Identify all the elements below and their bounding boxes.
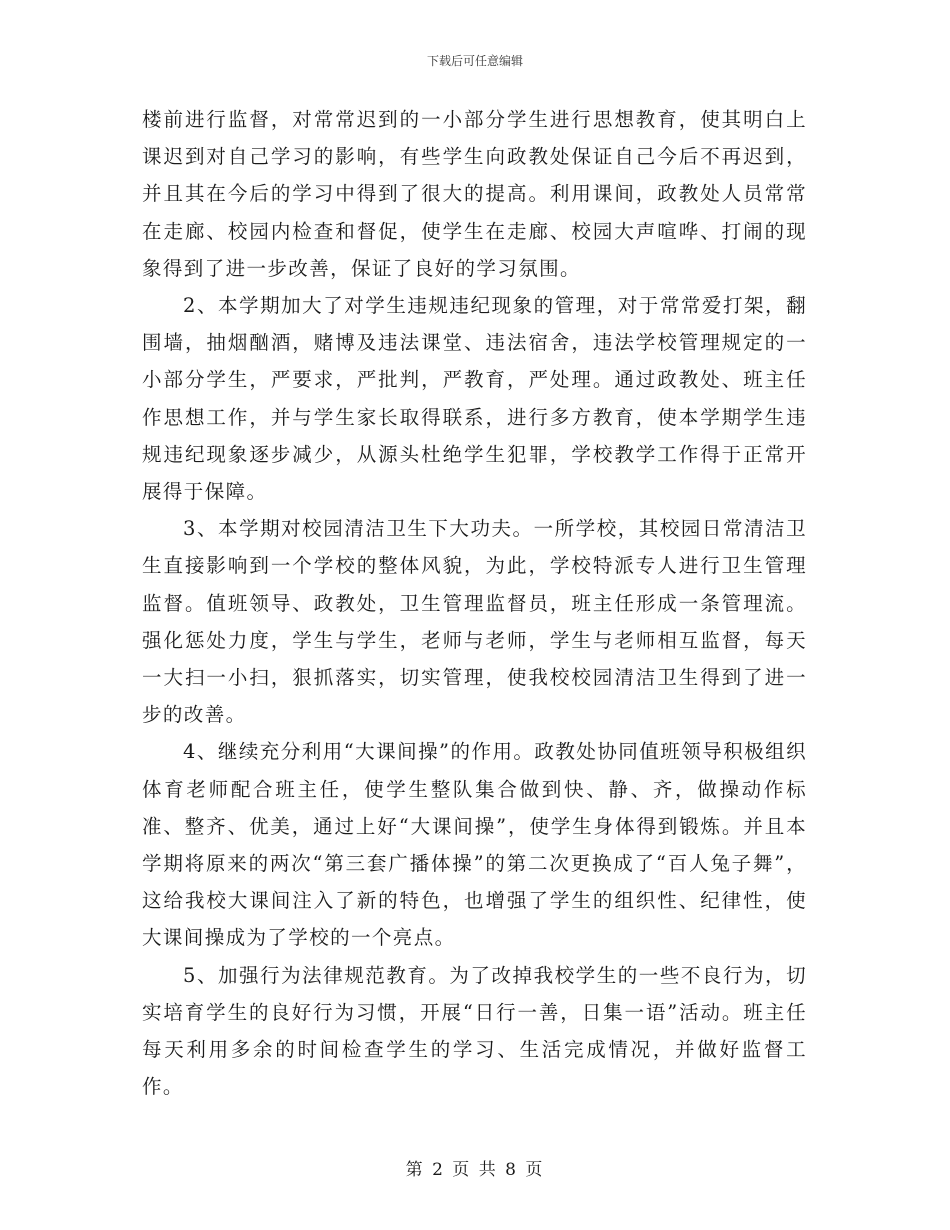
paragraph-item-5: 5、加强行为法律规范教育。为了改掉我校学生的一些不良行为，切实培育学生的良好行为习惯，开展“日行一善，日集一语”活动。班主任每天利用多余的时间检查学生的学习、生活完成情况，并做好监督工作。 (142, 963, 807, 1099)
paragraph-item-2: 2、本学期加大了对学生违规违纪现象的管理，对于常常爱打架，翻围墙，抽烟酗酒，赌博及违法课堂、违法宿舍，违法学校管理规定的一小部分学生，严要求，严批判，严教育，严处理。通过政教处、班主任作思想工作，并与学生家长取得联系，进行多方教育，使本学期学生违规违纪现象逐步减少，从源头杜绝学生犯罪，学校教学工作得于正常开展得于保障。 (142, 294, 807, 504)
paragraph-item-3: 3、本学期对校园清洁卫生下大功夫。一所学校，其校园日常清洁卫生直接影响到一个学校的整体风貌，为此，学校特派专人进行卫生管理监督。值班领导、政教处，卫生管理监督员，班主任形成一条管理流。强化惩处力度，学生与学生，老师与老师，学生与老师相互监督，每天一大扫一小扫，狠抓落实，切实管理，使我校校园清洁卫生得到了进一步的改善。 (142, 517, 807, 727)
paragraph-item-4: 4、继续充分利用“大课间操”的作用。政教处协同值班领导积极组织体育老师配合班主任，使学生整队集合做到快、静、齐，做操动作标准、整齐、优美，通过上好“大课间操”，使学生身体得到锻炼。并且本学期将原来的两次“第三套广播体操”的第二次更换成了“百人兔子舞”，这给我校大课间注入了新的特色，也增强了学生的组织性、纪律性，使大课间操成为了学校的一个亮点。 (142, 740, 807, 950)
page-header: 下载后可任意编辑 (426, 54, 523, 68)
page-footer: 第 2 页 共 8 页 (405, 1160, 545, 1180)
paragraph-continuation: 楼前进行监督，对常常迟到的一小部分学生进行思想教育，使其明白上课迟到对自己学习的影响，有些学生向政教处保证自己今后不再迟到，并且其在今后的学习中得到了很大的提高。利用课间，政教处人员常常在走廊、校园内检查和督促，使学生在走廊、校园大声喧哗、打闹的现象得到了进一步改善，保证了良好的学习氛围。 (142, 108, 807, 280)
document-body (142, 101, 807, 1105)
